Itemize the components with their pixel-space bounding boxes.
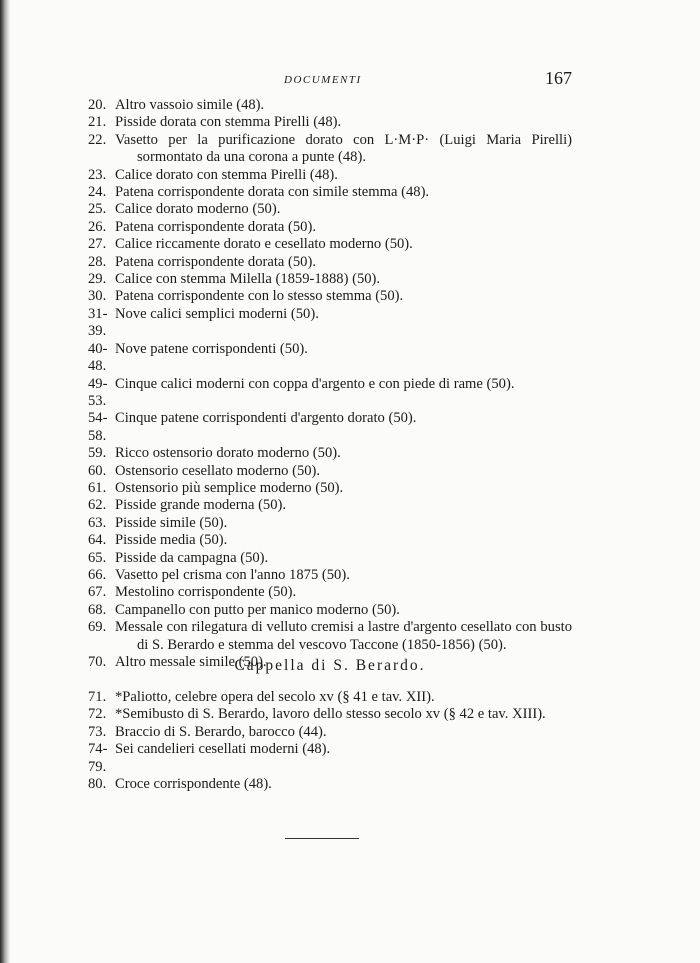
item-text: Campanello con putto per manico moderno (50).	[115, 601, 400, 618]
item-number: 71.	[88, 689, 107, 705]
list-item	[88, 306, 572, 341]
list-item	[88, 376, 572, 411]
item-text: Messale con rilegatura di velluto cremisi a lastre d'argento cesellato con busto di S. Berardo e stemma del vescovo Taccone (1850-1856) (50).	[115, 619, 572, 653]
list-item	[88, 463, 572, 480]
item-number: 30.	[88, 288, 107, 305]
item-number: 80.	[88, 776, 107, 793]
item-number: 72.	[88, 706, 107, 723]
item-text: Patena corrispondente dorata (50).	[115, 253, 316, 270]
item-number: 65.	[88, 549, 107, 566]
item-number: 73.	[88, 723, 107, 740]
item-number: 25.	[88, 201, 107, 218]
item-number: 70.	[88, 654, 107, 670]
item-text: Cinque patene corrispondenti d'argento dorato (50).	[115, 410, 417, 427]
list-item	[88, 776, 572, 793]
item-text: Altro vassoio simile (48).	[115, 97, 265, 113]
list-item	[88, 254, 572, 271]
item-text: Braccio di S. Berardo, barocco (44).	[115, 723, 327, 740]
item-text: Pisside media (50).	[115, 532, 228, 549]
section-title: Cappella di S. Berardo.	[234, 657, 426, 674]
list-item	[88, 97, 572, 114]
item-number: 54-58.	[88, 410, 108, 444]
item-text: Pisside grande moderna (50).	[115, 497, 287, 514]
chapel-inventory-list	[88, 689, 572, 793]
item-text: Cinque calici moderni con coppa d'argento e con piede di rame (50).	[115, 375, 515, 392]
item-number: 64.	[88, 532, 107, 549]
item-number: 22.	[88, 131, 107, 148]
list-item	[88, 515, 572, 532]
list-item	[88, 480, 572, 497]
item-number: 26.	[88, 218, 107, 235]
item-text: Patena corrispondente dorata con simile stemma (48).	[115, 184, 430, 201]
running-head: DOCUMENTI	[284, 74, 362, 86]
page-header	[88, 66, 572, 90]
item-text: Pisside dorata con stemma Pirelli (48).	[115, 114, 342, 131]
item-number: 62.	[88, 497, 107, 514]
list-item	[88, 114, 572, 131]
list-item	[88, 689, 572, 706]
end-rule	[285, 838, 359, 839]
list-item	[88, 219, 572, 236]
item-text: Ricco ostensorio dorato moderno (50).	[115, 445, 341, 462]
item-text: Calice con stemma Milella (1859-1888) (50).	[115, 271, 381, 288]
item-number: 59.	[88, 445, 107, 462]
list-item	[88, 410, 572, 445]
item-text: Mestolino corrispondente (50).	[115, 584, 297, 601]
item-text: Croce corrispondente (48).	[115, 776, 272, 793]
list-item	[88, 288, 572, 305]
list-item	[88, 271, 572, 288]
list-item	[88, 445, 572, 462]
list-item	[88, 497, 572, 514]
item-text: Vasetto pel crisma con l'anno 1875 (50).	[115, 566, 350, 583]
item-text: Ostensorio cesellato moderno (50).	[115, 462, 321, 479]
list-item	[88, 341, 572, 376]
item-number: 74-79.	[88, 741, 108, 775]
item-number: 60.	[88, 462, 107, 479]
list-item	[88, 567, 572, 584]
item-text: Pisside simile (50).	[115, 514, 228, 531]
item-number: 69.	[88, 619, 107, 636]
item-number: 23.	[88, 166, 107, 183]
list-item	[88, 184, 572, 201]
item-text: Calice dorato moderno (50).	[115, 201, 281, 218]
item-number: 66.	[88, 566, 107, 583]
item-text: Patena corrispondente con lo stesso stemma (50).	[115, 288, 404, 305]
item-number: 61.	[88, 479, 107, 496]
item-text: *Semibusto di S. Berardo, lavoro dello stesso secolo xv (§ 42 e tav. XIII).	[115, 706, 546, 723]
item-number: 63.	[88, 514, 107, 531]
list-item	[88, 201, 572, 218]
item-text: Pisside da campagna (50).	[115, 549, 269, 566]
list-item	[88, 532, 572, 549]
list-item	[88, 602, 572, 619]
page-edge-shadow	[0, 0, 10, 963]
list-item	[88, 550, 572, 567]
item-text: Sei candelieri cesellati moderni (48).	[115, 741, 331, 758]
item-text: Vasetto per la purificazione dorato con L·M·P· (Luigi Maria Pirelli) sormontato da una corona a punte (48).	[115, 131, 572, 166]
list-item	[88, 236, 572, 253]
item-number: 49-53.	[88, 375, 108, 409]
item-text: Calice riccamente dorato e cesellato moderno (50).	[115, 236, 413, 253]
item-text: Nove patene corrispondenti (50).	[115, 340, 308, 357]
item-number: 24.	[88, 184, 107, 201]
item-text: Nove calici semplici moderni (50).	[115, 305, 319, 322]
item-text: *Paliotto, celebre opera del secolo xv (§ 41 e tav. XII).	[115, 689, 435, 705]
item-number: 28.	[88, 253, 107, 270]
list-item	[88, 132, 572, 167]
page-number: 167	[545, 68, 572, 88]
inventory-list	[88, 97, 572, 671]
item-number: 67.	[88, 584, 107, 601]
item-number: 20.	[88, 97, 107, 113]
item-number: 21.	[88, 114, 107, 131]
item-number: 40-48.	[88, 340, 108, 375]
item-text: Patena corrispondente dorata (50).	[115, 218, 316, 235]
item-text: Calice dorato con stemma Pirelli (48).	[115, 166, 338, 183]
list-item	[88, 741, 572, 776]
list-item	[88, 167, 572, 184]
list-item	[88, 724, 572, 741]
item-text: Altro messale simile (50).	[115, 654, 267, 670]
list-item	[88, 619, 572, 654]
item-number: 29.	[88, 271, 107, 288]
item-number: 68.	[88, 601, 107, 618]
item-text: Ostensorio più semplice moderno (50).	[115, 479, 344, 496]
list-item	[88, 706, 572, 723]
list-item	[88, 584, 572, 601]
item-number: 31-39.	[88, 305, 108, 340]
item-number: 27.	[88, 236, 107, 253]
